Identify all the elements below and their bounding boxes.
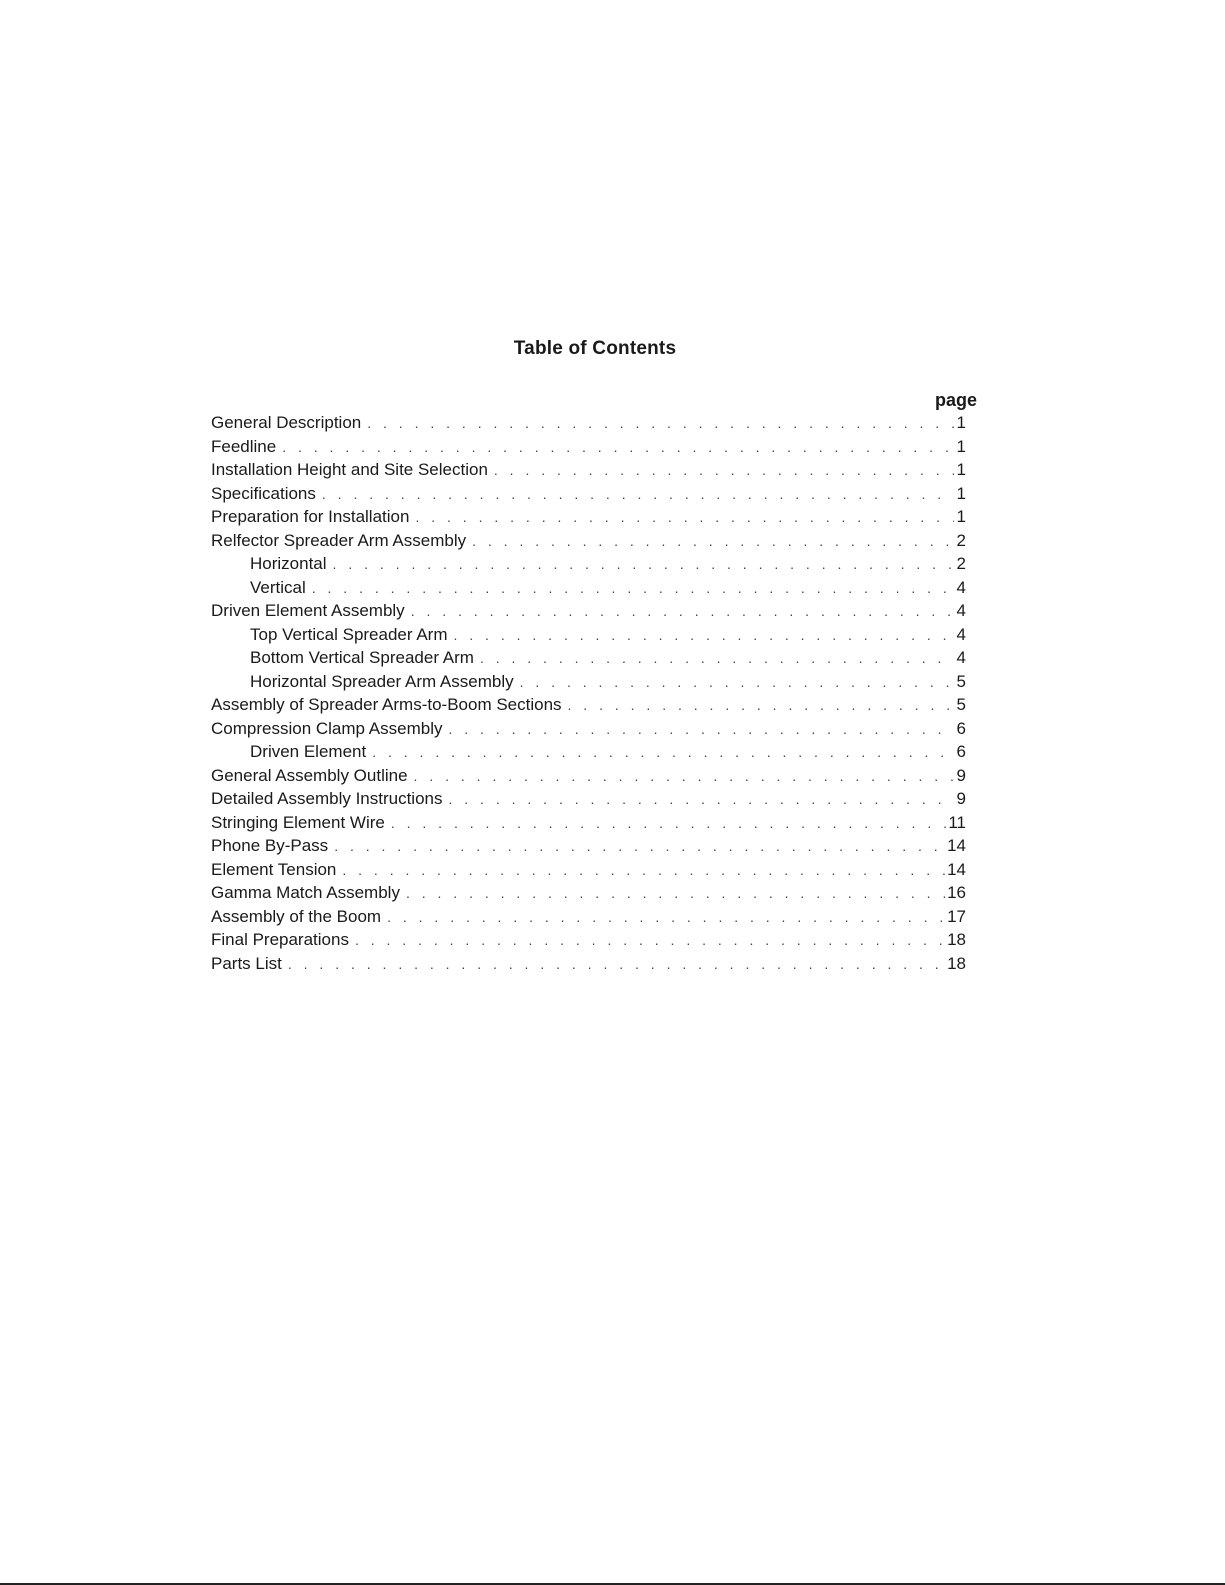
- toc-entry: [211, 905, 966, 929]
- toc-entry-page-number: 1: [956, 483, 966, 503]
- toc-entry: [211, 458, 966, 482]
- toc-entry-page-number: 18: [947, 930, 966, 949]
- toc-entry-page-number: 14: [947, 859, 966, 879]
- toc-entry: [211, 435, 966, 459]
- dot-leader: [322, 483, 954, 506]
- dot-leader: [472, 530, 954, 553]
- dot-leader: [414, 765, 954, 788]
- dot-leader: [355, 929, 945, 952]
- toc-entry-label: Compression Clamp Assembly: [211, 718, 443, 738]
- toc-entry: [211, 787, 966, 811]
- toc-entry-label: Assembly of the Boom: [211, 906, 382, 926]
- toc-entry: [211, 623, 966, 647]
- toc-entry-page-number: 14: [947, 836, 966, 855]
- toc-entry-label: General Description: [211, 413, 362, 432]
- toc-entry-page-number: 11: [948, 812, 966, 832]
- toc-entry-page-number: 4: [956, 577, 966, 597]
- toc-entry-label: Bottom Vertical Spreader Arm: [250, 648, 474, 667]
- toc-entry: [211, 576, 966, 600]
- toc-entry: [211, 599, 966, 623]
- toc-entry-page-number: 1: [956, 413, 966, 432]
- toc-entry-page-number: 2: [956, 530, 966, 550]
- toc-list: [211, 411, 966, 975]
- toc-entry: [211, 834, 966, 858]
- dot-leader: [448, 718, 954, 741]
- dot-leader: [342, 859, 945, 882]
- toc-entry-page-number: 17: [947, 906, 966, 926]
- toc-entry-label: Element Tension: [211, 859, 337, 879]
- toc-entry-label: Gamma Match Assembly: [211, 883, 400, 902]
- toc-entry-label: Specifications: [211, 483, 316, 503]
- dot-leader: [453, 624, 954, 647]
- toc-entry-label: Assembly of Spreader Arms-to-Boom Sections: [211, 695, 562, 714]
- toc-entry-page-number: 1: [956, 436, 966, 456]
- toc-entry: [211, 740, 966, 764]
- toc-entry-page-number: 1: [956, 460, 966, 479]
- toc-entry: [211, 881, 966, 905]
- toc-entry: [211, 928, 966, 952]
- dot-leader: [334, 835, 945, 858]
- toc-entry-page-number: 4: [956, 601, 966, 620]
- toc-entry-page-number: 4: [956, 648, 966, 667]
- dot-leader: [480, 647, 954, 670]
- dot-leader: [415, 506, 954, 529]
- toc-entry: [211, 411, 966, 435]
- dot-leader: [387, 906, 945, 929]
- toc-entry-page-number: 9: [956, 765, 966, 785]
- toc-entry-label: Driven Element: [250, 742, 367, 761]
- toc-entry-label: Final Preparations: [211, 930, 349, 949]
- toc-entry: [211, 811, 966, 835]
- toc-entry-label: Parts List: [211, 953, 282, 973]
- toc-title: Table of Contents: [513, 338, 677, 359]
- toc-entry: [211, 646, 966, 670]
- toc-entry-label: Vertical: [250, 577, 306, 597]
- toc-entry: [211, 693, 966, 717]
- toc-entry: [211, 482, 966, 506]
- toc-entry-label: Installation Height and Site Selection: [211, 460, 488, 479]
- toc-page-column-header: page: [935, 390, 978, 410]
- toc-entry-page-number: 1: [956, 507, 966, 526]
- toc-entry-label: Feedline: [211, 436, 277, 456]
- dot-leader: [568, 694, 954, 717]
- toc-entry: [211, 529, 966, 553]
- toc-entry: [211, 717, 966, 741]
- dot-leader: [288, 953, 945, 976]
- toc-entry-page-number: 9: [956, 789, 966, 808]
- toc-entry: [211, 670, 966, 694]
- toc-entry-label: Horizontal Spreader Arm Assembly: [250, 671, 514, 691]
- toc-entry: [211, 505, 966, 529]
- toc-entry: [211, 764, 966, 788]
- toc-entry-label: General Assembly Outline: [211, 765, 408, 785]
- dot-leader: [372, 741, 954, 764]
- toc-entry-label: Detailed Assembly Instructions: [211, 789, 443, 808]
- dot-leader: [312, 577, 954, 600]
- toc-entry-page-number: 6: [956, 718, 966, 738]
- dot-leader: [494, 459, 954, 482]
- toc-entry-label: Phone By-Pass: [211, 836, 329, 855]
- dot-leader: [282, 436, 954, 459]
- toc-entry-label: Top Vertical Spreader Arm: [250, 624, 448, 644]
- dot-leader: [367, 412, 954, 435]
- toc-entry-label: Relfector Spreader Arm Assembly: [211, 530, 467, 550]
- toc-entry-label: Driven Element Assembly: [211, 601, 405, 620]
- toc-entry-page-number: 2: [956, 554, 966, 573]
- dot-leader: [411, 600, 954, 623]
- toc-entry-page-number: 6: [956, 742, 966, 761]
- toc-entry-label: Stringing Element Wire: [211, 812, 385, 832]
- dot-leader: [391, 812, 947, 835]
- dot-leader: [333, 553, 954, 576]
- dot-leader: [449, 788, 955, 811]
- toc-entry: [211, 952, 966, 976]
- toc-entry-page-number: 16: [947, 883, 966, 902]
- toc-entry-page-number: 5: [956, 671, 966, 691]
- toc-entry-label: Preparation for Installation: [211, 507, 410, 526]
- toc-entry-page-number: 18: [947, 953, 966, 973]
- toc-entry: [211, 858, 966, 882]
- toc-entry-page-number: 5: [956, 695, 966, 714]
- toc-entry-label: Horizontal: [250, 554, 327, 573]
- dot-leader: [520, 671, 954, 694]
- toc-entry: [211, 552, 966, 576]
- dot-leader: [406, 882, 945, 905]
- toc-entry-page-number: 4: [956, 624, 966, 644]
